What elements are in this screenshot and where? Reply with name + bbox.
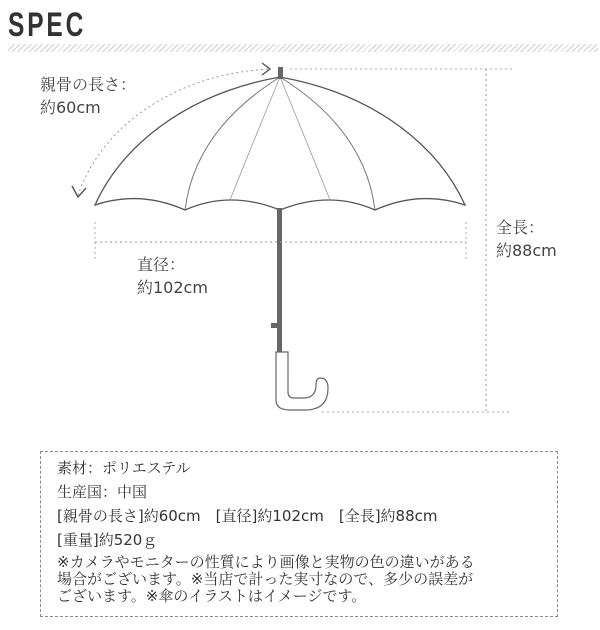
spec-origin: 生産国：中国: [57, 483, 148, 501]
umbrella-handle: [276, 352, 328, 410]
diameter-label: [137, 253, 208, 299]
rib-length-value: 約60cm: [40, 98, 101, 117]
page-title: SPEC: [8, 6, 87, 44]
total-length-title: 全長：: [496, 218, 545, 237]
rib-length-title: 親骨の長さ：: [40, 75, 137, 94]
umbrella-canopy: [95, 77, 465, 210]
spec-material: 素材：ポリエステル: [57, 459, 191, 477]
diameter-title: 直径：: [137, 255, 186, 274]
spec-note-line: 場合がございます。※当店で計った実寸なので、多少の誤差が: [57, 570, 474, 588]
spec-box: [40, 451, 558, 617]
hatched-divider: [8, 44, 598, 52]
umbrella-button: [271, 323, 278, 328]
total-length-label: [496, 216, 557, 262]
spec-dimensions: [親骨の長さ]約60cm [直径]約102cm [全長]約88cm: [57, 507, 438, 525]
spec-note-line: ございます。※傘のイラストはイメージです。: [57, 587, 367, 605]
rib-length-label: [40, 73, 136, 119]
umbrella-tip: [278, 67, 283, 79]
spec-note-line: ※カメラやモニターの性質により画像と実物の色の違いがある: [57, 553, 475, 571]
umbrella-shaft: [277, 208, 282, 353]
total-length-value: 約88cm: [496, 241, 557, 260]
rib-arrow-bottom: [72, 186, 86, 197]
spec-note: [57, 554, 557, 605]
spec-weight: [重量]約520ｇ: [57, 531, 158, 549]
diameter-value: 約102cm: [137, 278, 208, 297]
